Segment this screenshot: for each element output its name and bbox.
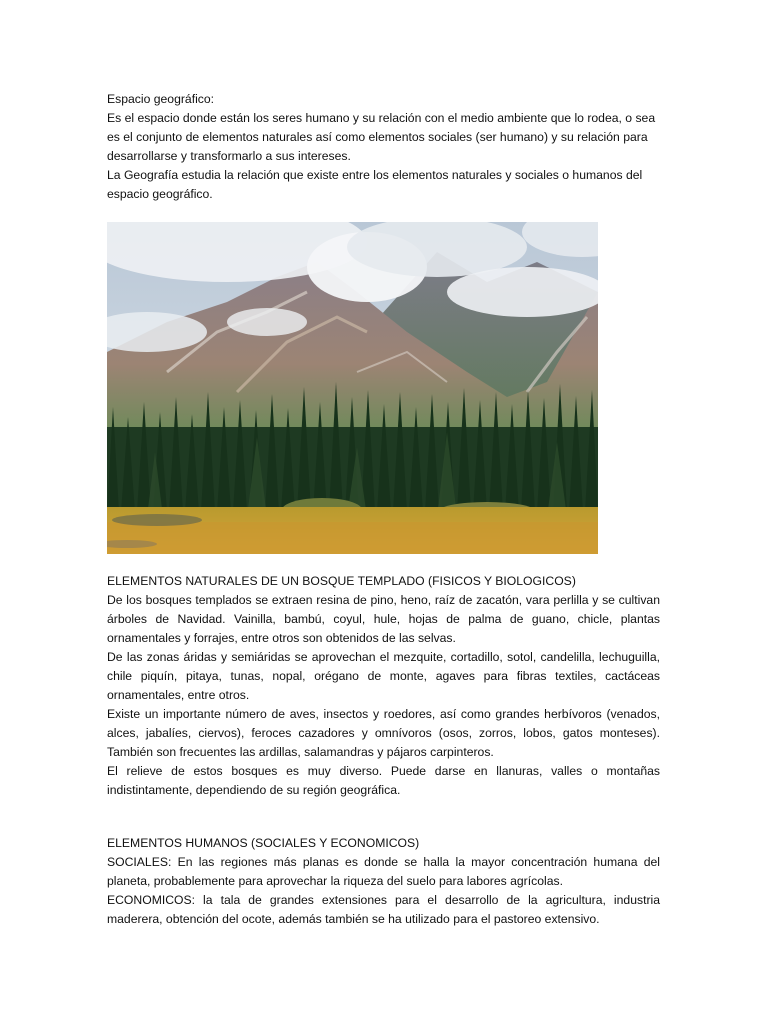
human-paragraph: ECONOMICOS: la tala de grandes extensiones para el desarrollo de la agricultura, industria maderera, obtención del ocote, además también se ha utilizado para el pastoreo extensivo.	[107, 893, 660, 926]
intro-section	[107, 90, 660, 204]
landscape-photo	[107, 222, 598, 554]
intro-geography: La Geografía estudia la relación que existe entre los elementos naturales y sociales o humanos del espacio geográfico.	[107, 168, 643, 201]
intro-definition: Es el espacio donde están los seres humano y su relación con el medio ambiente que lo rodea, o sea es el conjunto de elementos naturales así como elementos sociales (ser humano) y su relación para desarrollarse y transformarlo a sus intereses.	[107, 111, 656, 163]
human-paragraph: SOCIALES: En las regiones más planas es donde se halla la mayor concentración humana del planeta, probablemente para aprovechar la riqueza del suelo para labores agrícolas.	[107, 855, 660, 888]
natural-heading: ELEMENTOS NATURALES DE UN BOSQUE TEMPLADO (FISICOS Y BIOLOGICOS)	[107, 574, 576, 588]
natural-paragraph: De las zonas áridas y semiáridas se aprovechan el mezquite, cortadillo, sotol, candelilla, lechuguilla, chile piquín, pitaya, tunas, nopal, orégano de monte, agaves para fibras textiles, cactáceas ornamentales, entre otros.	[107, 650, 660, 702]
intro-heading: Espacio geográfico:	[107, 92, 215, 106]
human-elements-section	[107, 834, 660, 929]
natural-paragraph: El relieve de estos bosques es muy diverso. Puede darse en llanuras, valles o montañas indistintamente, dependiendo de su región geográfica.	[107, 764, 660, 797]
natural-paragraph: Existe un importante número de aves, insectos y roedores, así como grandes herbívoros (venados, alces, jabalíes, ciervos), feroces cazadores y omnívoros (osos, zorros, lobos, gatos monteses). También son frecuentes las ardillas, salamandras y pájaros carpinteros.	[107, 707, 660, 759]
landscape-illustration	[107, 222, 598, 554]
natural-paragraph: De los bosques templados se extraen resina de pino, heno, raíz de zacatón, vara perlilla y se cultivan árboles de Navidad. Vainilla, bambú, coyul, hule, hojas de palma de guano, chicle, plantas ornamentales y forrajes, entre otros son obtenidos de las selvas.	[107, 593, 660, 645]
natural-elements-section	[107, 572, 660, 800]
human-heading: ELEMENTOS HUMANOS (SOCIALES Y ECONOMICOS)	[107, 836, 420, 850]
